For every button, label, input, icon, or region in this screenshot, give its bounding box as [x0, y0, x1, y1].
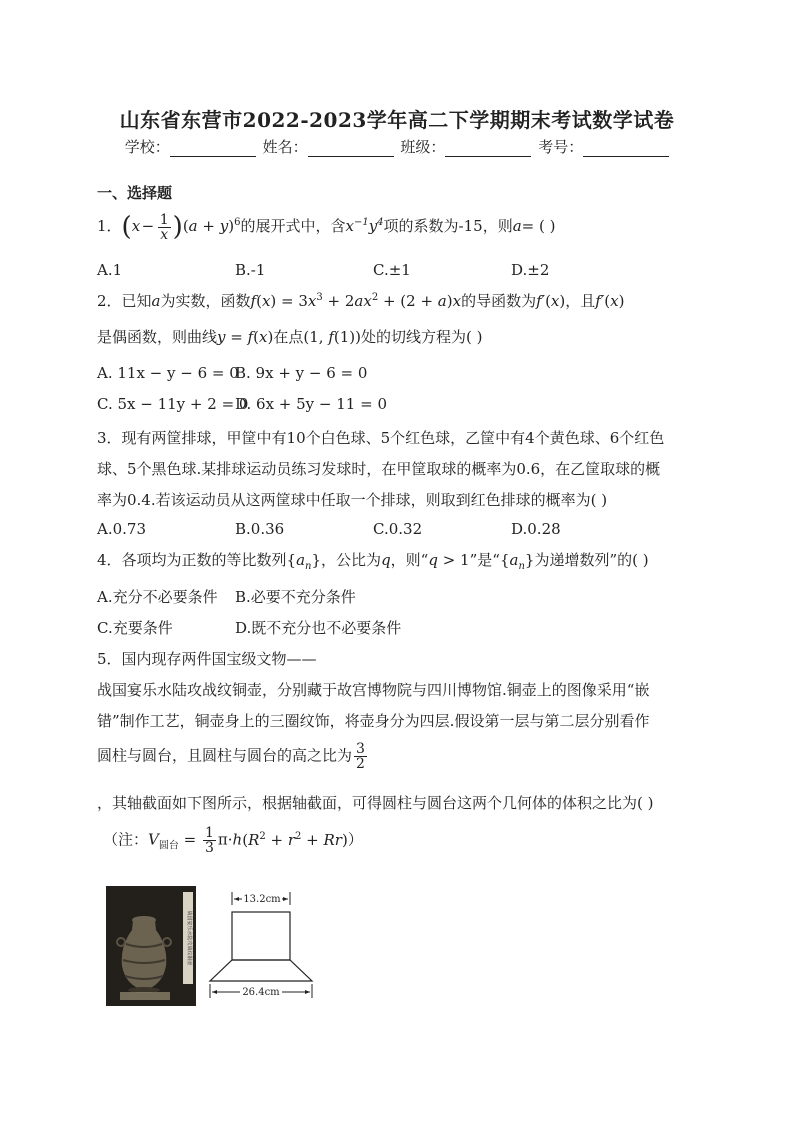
photo-caption-label: 战国宴乐水陆攻战纹铜壶 [186, 910, 192, 966]
q2-var-a: a [151, 292, 161, 310]
q4-text-d: ”是“ [469, 551, 500, 569]
school-blank[interactable] [170, 142, 256, 157]
q1-option-a[interactable]: A.1 [97, 261, 123, 279]
q1-option-d[interactable]: D.±2 [511, 261, 550, 279]
q5-text-ratio: 圆柱与圆台，且圆柱与圆台的高之比为 [97, 746, 353, 765]
q2-curve: y [217, 328, 226, 346]
q3-option-b[interactable]: B.0.36 [235, 520, 285, 538]
q1-term: $x^{-1}y^4$ [345, 217, 384, 235]
q4-option-a[interactable]: A.充分不必要条件 [97, 588, 218, 606]
q4-text-b: ，公比为 [321, 551, 382, 569]
q1-option-b[interactable]: B.-1 [235, 261, 266, 279]
q4-text-c: ，则“ [390, 551, 429, 569]
class-label: 班级： [400, 138, 446, 156]
student-info-row [0, 136, 794, 157]
q2-text-f: 在点 [273, 328, 304, 346]
question-2-line-2: 是偶函数，则曲线y = f(x)在点(1, f(1))处的切线方程为( ) [97, 328, 483, 346]
q4-option-c[interactable]: C.充要条件 [97, 619, 173, 637]
q4-sequence-2: $\{a_n\}$ [499, 551, 535, 572]
q5-volume-symbol: V [148, 830, 159, 849]
q5-formula: $(R^2 + r^2 + Rr)$ [242, 830, 348, 849]
q2-text-g: 处的切线方程为( ) [360, 328, 483, 346]
q1-binomial: $(a + y)^6$ [182, 217, 241, 235]
q1-option-c[interactable]: C.±1 [373, 261, 411, 279]
q2-option-c[interactable]: C. 5x − 11y + 2 = 0 [97, 395, 249, 413]
question-3-line-2: 球、5个黑色球.某排球运动员练习发球时，在甲筐取球的概率为0.6，在乙筐取球的概 [97, 460, 661, 478]
q5-note-close: ） [347, 830, 363, 849]
name-label: 姓名： [262, 138, 308, 156]
q5-note-open: （注： [103, 830, 149, 849]
q2-option-b[interactable]: B. 9x + y − 6 = 0 [235, 364, 368, 382]
q2-text-c: 的导函数为 [461, 292, 537, 310]
question-2-line-1: 2．已知a为实数，函数$f(x) = 3x^3 + 2ax^2 + (2 + a)x$的导函数为f′(x)，且f′(x) [97, 292, 625, 310]
q1-text-a: 的展开式中，含 [240, 217, 346, 235]
q1-paren-open: ( [121, 212, 132, 242]
frustum-section [210, 960, 312, 981]
cross-section-diagram [206, 888, 326, 1003]
q2-derivative-2: f′ [595, 292, 605, 310]
q1-x: x [131, 217, 141, 235]
q1-text-c: = ( ) [521, 217, 556, 235]
q5-third: $\frac{1}{3}$ [204, 825, 214, 856]
number-label: 考号： [538, 138, 584, 156]
q2-derivative: f′ [536, 292, 546, 310]
q3-option-c[interactable]: C.0.32 [373, 520, 423, 538]
q2-text-a: 2．已知 [97, 292, 152, 310]
q2-text-b: 为实数，函数 [160, 292, 251, 310]
question-3-line-3: 率为0.4.若该运动员从这两筐球中任取一个排球，则取到红色排球的概率为( ) [97, 491, 608, 509]
q5-ratio-num: 3 [356, 741, 365, 757]
q5-ratio-fraction [354, 742, 367, 771]
page-title: 山东省东营市2022-2023学年高二下学期期末考试数学试卷 [119, 108, 675, 132]
q5-note-sub: 圆台 [158, 840, 179, 852]
q2-text-d: ，且 [565, 292, 596, 310]
q4-text-a: 4．各项均为正数的等比数列 [97, 551, 287, 569]
q2-point: (1, f(1)) [303, 328, 361, 346]
question-1: 1．(x − $\frac{1}{x}$ )$(a + y)^6$的展开式中，含$x^{-1}y^4$项的系数为-15，则a= ( ) [97, 211, 556, 243]
top-width-label: 13.2cm [243, 894, 281, 905]
q2-text-e: 是偶函数，则曲线 [97, 328, 218, 346]
section-heading: 一、选择题 [97, 184, 173, 202]
q5-ratio-den: 2 [356, 756, 365, 772]
q1-number: 1． [97, 217, 122, 235]
bottom-width-label: 26.4cm [242, 987, 280, 998]
q2-option-d[interactable]: D. 6x + 5y − 11 = 0 [235, 395, 387, 413]
q2-option-a[interactable]: A. 11x − y − 6 = 0 [97, 364, 239, 382]
q4-option-d[interactable]: D.既不充分也不必要条件 [235, 619, 402, 637]
q4-condition: q > 1 [428, 551, 470, 569]
question-5-note: （注：$V_{圆台}$ = $\frac{1}{3}$ $\pi\cdot h(R^2 + r^2 + Rr)$） [103, 825, 363, 856]
q4-option-b[interactable]: B.必要不充分条件 [235, 588, 356, 606]
cylinder-section [232, 912, 290, 960]
q3-option-d[interactable]: D.0.28 [511, 520, 561, 538]
question-5-line-1: 5．国内现存两件国宝级文物—— [97, 650, 317, 668]
q1-fraction: $\frac{1}{x}$ [159, 211, 169, 243]
number-blank[interactable] [583, 142, 669, 157]
q1-var-a: a [512, 217, 522, 235]
q1-paren-close: ) [172, 212, 183, 242]
q2-function: f [250, 292, 257, 310]
question-5-line-4 [97, 742, 369, 771]
q4-sequence: $\{a_n\}$ [286, 551, 322, 572]
question-5-line-3: 错”制作工艺，铜壶身上的三圈纹饰，将壶身分为四层.假设第一层与第二层分别看作 [97, 712, 650, 730]
bronze-vessel-photo [106, 886, 196, 1006]
q4-var-q: q [381, 551, 391, 569]
question-5-line-5: ，其轴截面如下图所示，根据轴截面，可得圆柱与圆台这两个几何体的体积之比为( ) [97, 794, 654, 812]
q1-text-b: 项的系数为-15，则 [383, 217, 513, 235]
question-5-line-2: 战国宴乐水陆攻战纹铜壶，分别藏于故宫博物院与四川博物馆.铜壶上的图像采用“嵌 [97, 681, 650, 699]
school-label: 学校： [124, 138, 170, 156]
name-blank[interactable] [308, 142, 394, 157]
q3-option-a[interactable]: A.0.73 [97, 520, 146, 538]
class-blank[interactable] [445, 142, 531, 157]
question-4 [97, 549, 649, 572]
q4-text-e: 为递增数列”的( ) [534, 551, 649, 569]
question-3-line-1: 3．现有两筐排球，甲筐中有10个白色球、5个红色球，乙筐中有4个黄色球、6个红色 [97, 429, 665, 447]
